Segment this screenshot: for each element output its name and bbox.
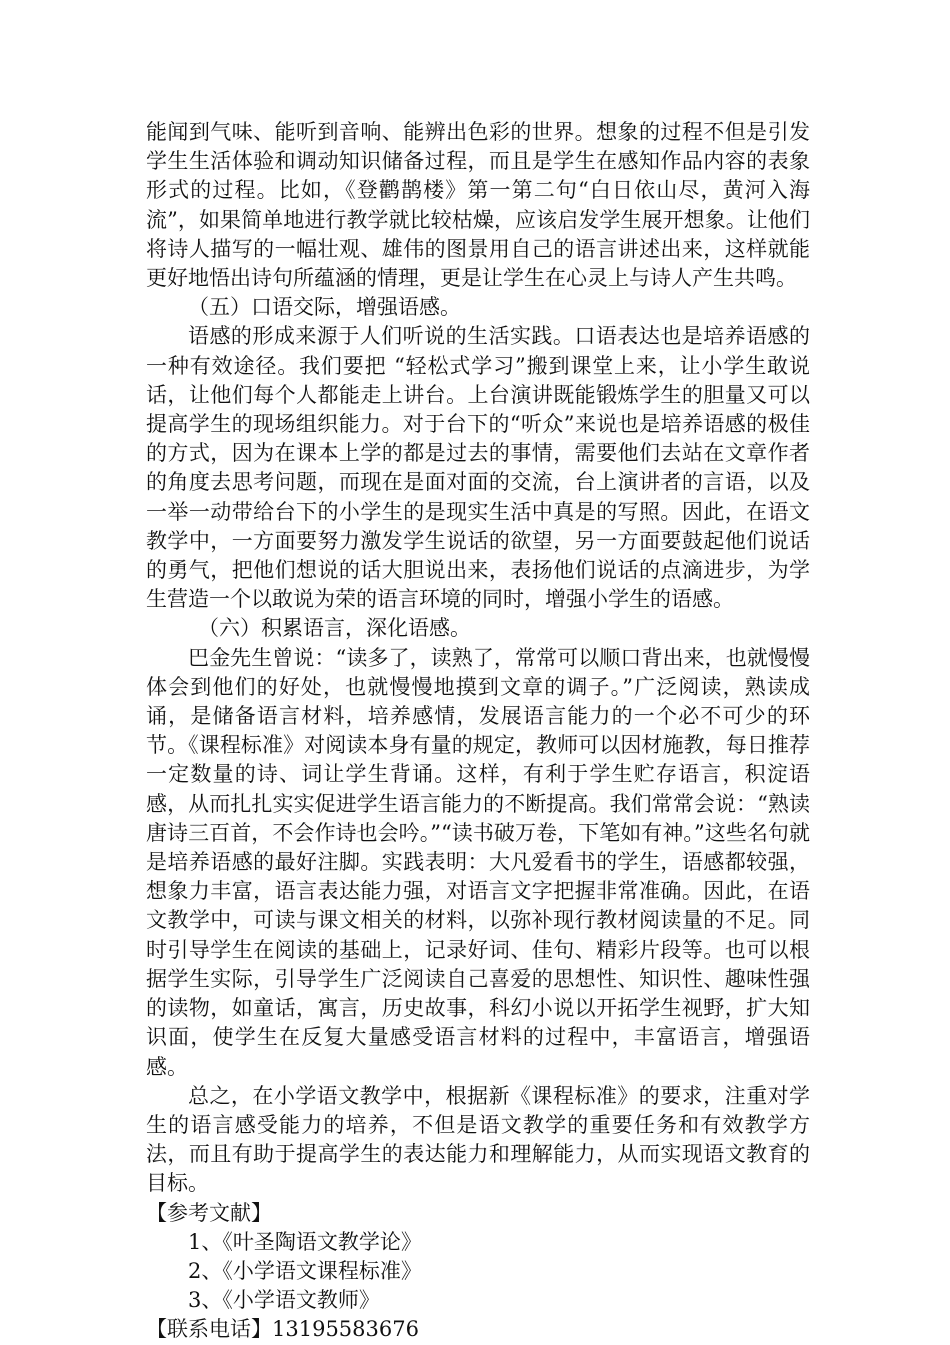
- section-heading-accumulate-language: （六）积累语言，深化语感。: [198, 616, 471, 641]
- paragraph-accumulate-language: 巴金先生曾说：“读多了，读熟了，常常可以顺口背出来，也就慢慢体会到他们的好处，也就慢慢地摸到文章的调子。”广泛阅读，熟读成诵，是储备语言材料，培养感情，发展语言能力的一个必不可少的环节。《课程标准》对阅读本身有量的规定，教师可以因材施教，每日推荐一定数量的诗、词让学生背诵。这样，有利于学生贮存语言，积淀语感，从而扎扎实实促进学生语言能力的不断提高。我们常常会说：“熟读唐诗三百首，不会作诗也会吟。”“读书破万卷，下笔如有神。”这些名句就是培养语感的最好注脚。实践表明：大凡爱看书的学生，语感都较强，想象力丰富，语言表达能力强，对语言文字把握非常准确。因此，在语文教学中，可读与课文相关的材料，以弥补现行教材阅读量的不足。同时引导学生在阅读的基础上，记录好词、佳句、精彩片段等。也可以根据学生实际，引导学生广泛阅读自己喜爱的思想性、知识性、趣味性强的读物，如童话，寓言，历史故事，科幻小说以开拓学生视野，扩大知识面，使学生在反复大量感受语言材料的过程中，丰富语言，增强语感。: [146, 645, 810, 1079]
- paragraph-imagination: 能闻到气味、能听到音响、能辨出色彩的世界。想象的过程不但是引发学生生活体验和调动知识储备过程，而且是学生在感知作品内容的表象形式的过程。比如，《登鹳鹊楼》第一第二句“白日依山尽，黄河入海流”，如果简单地进行教学就比较枯燥，应该启发学生展开想象。让他们将诗人描写的一幅壮观、雄伟的图景用自己的语言讲述出来，这样就能更好地悟出诗句所蕴涵的情理，更是让学生在心灵上与诗人产生共鸣。: [146, 120, 810, 291]
- paragraph-oral-communication: 语感的形成来源于人们听说的生活实践。口语表达也是培养语感的一种有效途径。我们要把 “轻松式学习”搬到课堂上来，让小学生敢说话，让他们每个人都能走上讲台。上台演讲既能锻炼学生的胆量又可以提高学生的现场组织能力。对于台下的“听众”来说也是培养语感的极佳的方式，因为在课本上学的都是过去的事情，需要他们去站在文章作者的角度去思考问题，而现在是面对面的交流，台上演讲者的言语，以及一举一动带给台下的小学生的是现实生活中真是的写照。因此，在语文教学中，一方面要努力激发学生说话的欲望，另一方面要鼓起他们说话的勇气，把他们想说的话大胆说出来，表扬他们说话的点滴进步，为学生营造一个以敢说为荣的语言环境的同时，增强小学生的语感。: [146, 324, 810, 612]
- contact-line: [146, 1315, 810, 1344]
- paragraph-conclusion: 总之，在小学语文教学中，根据新《课程标准》的要求，注重对学生的语言感受能力的培养，不但是语文教学的重要任务和有效教学方法，而且有助于提高学生的表达能力和理解能力，从而实现语文教育的目标。: [146, 1083, 810, 1196]
- document-page: [146, 118, 810, 1345]
- contact-phone: 13195583676: [272, 1317, 419, 1342]
- reference-item: 2、《小学语文课程标准》: [188, 1258, 422, 1283]
- section-heading-oral-communication: （五）口语交际，增强语感。: [188, 295, 461, 320]
- reference-item: 1、《叶圣陶语文教学论》: [188, 1229, 422, 1254]
- reference-item: 3、《小学语文教师》: [188, 1288, 380, 1313]
- references-section: [146, 1199, 810, 1316]
- references-title: 【参考文献】: [146, 1200, 272, 1225]
- contact-label: 【联系电话】: [146, 1317, 272, 1342]
